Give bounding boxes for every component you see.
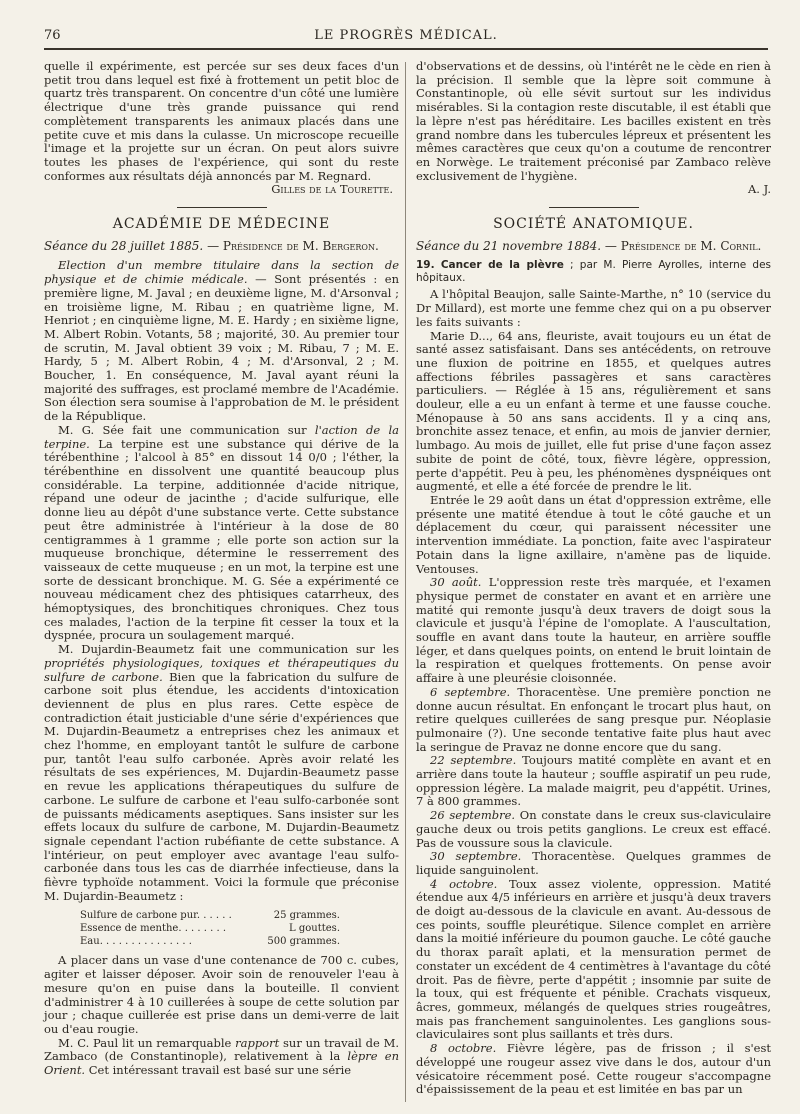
election-paragraph	[44, 259, 399, 423]
signature-aj-line	[416, 183, 771, 197]
case-number: 19.	[416, 259, 435, 272]
election-title: Election d'un membre titulaire dans la section de physique et de chimie médicale.	[44, 258, 399, 287]
formula-item: Eau. . . . . . . . . . . . . . .	[80, 936, 192, 948]
intro-paragraph: quelle il expérimente, est percée sur ses deux faces d'un petit trou dans lequel est fixé à frottement un petit bloc de quartz très transparent. On concentre d'un côté une lumière électrique d'une très grande puissance qui rend complètement transparents les animaux placés dans une petite cuve et mis dans la culasse. Un microscope recueille l'image et la projette sur un écran. On peut alors suivre toutes les phases de l'expérience, qui sont du reste conformes aux résultats déjà annoncés par M. Regnard.	[44, 59, 399, 183]
dujardin-lead: M. Dujardin-Beaumetz fait une communication sur les	[58, 642, 399, 657]
page-number: 76	[44, 28, 61, 43]
continued-paragraph	[416, 60, 771, 183]
formula-row	[80, 935, 340, 948]
dated-entry	[416, 878, 771, 1042]
formula-table	[80, 909, 340, 948]
left-column	[44, 60, 399, 1078]
section-divider	[177, 207, 267, 208]
dated-entry	[416, 1042, 771, 1097]
section-title-academie: ACADÉMIE DE MÉDECINE	[112, 216, 331, 233]
seance-presidence: — Présidence de M. Cornil.	[604, 238, 762, 253]
seance-presidence: — Présidence de M. Bergeron.	[207, 238, 379, 253]
case-paragraph: A l'hôpital Beaujon, salle Sainte-Marthe, n° 10 (service du Dr Millard), est morte une femme chez qui on a pu observer les faits suivants :	[416, 287, 771, 329]
case-paragraph: Marie D..., 64 ans, fleuriste, avait toujours eu un état de santé assez satisfaisant. Dans ses antécédents, on retrouve une fluxion de poitrine en 1855, et quelques autres affections fébriles passagères et sans caractères particuliers. — Réglée à 15 ans, régulièrement et sans douleur, elle a eu un enfant à terme et une fausse couche. Ménopause à 50 ans sans accidents. Il y a cinq ans, bronchite assez tenace, et enfin, au mois de janvier dernier, lumbago. Au mois de juillet, elle fut prise d'une façon assez subite de point de côté, toux, fièvre légère, oppression, perte d'appétit. Peu à peu, les phénomènes dyspnéiques ont augmenté, et elle a été forcée de prendre le lit.	[416, 328, 771, 494]
formula-row	[80, 922, 340, 935]
entry-text: Thoracentèse. Quelques grammes de liquide sanguinolent.	[416, 849, 772, 877]
formula-qty: 500 grammes.	[267, 936, 340, 948]
formula-qty: 25 grammes.	[273, 910, 340, 922]
column-divider	[405, 62, 406, 1102]
formula-item: Essence de menthe. . . . . . . .	[80, 923, 227, 935]
entry-text: Fièvre légère, pas de frisson ; il s'est développé une rougeur assez vive dans le dos, autour d'un vésicatoire récemment posé. Cette rougeur s'accompagne d'épaississement de la peau et est limitée en bas par un	[416, 1041, 772, 1097]
dated-entry	[416, 686, 771, 755]
section-divider	[549, 207, 639, 208]
page-header	[44, 26, 768, 50]
entry-date: 30 août.	[430, 575, 482, 590]
see-topic: l'action de la terpine.	[44, 422, 399, 451]
seance-line-societe	[416, 240, 771, 254]
entry-text: L'oppression reste très marquée, et l'examen physique permet de constater en avant et en arrière une matité qui remonte jusqu'à deux travers de doigt sous la clavicule et jusqu'à l'épine de l'omoplate. A l'auscultation, souffle en avant dans toute la hauteur, en arrière souffle léger, et dans quelques points, on entend le bruit lointain de la respiration et quelques frottements. On pense avoir affaire à une pleurésie cloisonnée.	[416, 575, 771, 686]
paul-topic: lèpre en Orient.	[44, 1049, 399, 1078]
case-author: ; par M. Pierre Ayrolles, interne des hôpitaux.	[416, 259, 771, 284]
formula-row	[80, 909, 340, 922]
entry-date: 6 septembre.	[430, 684, 511, 699]
entry-date: 8 octobre.	[430, 1041, 497, 1056]
seance-prefix: Séance du	[416, 238, 480, 253]
dated-entry	[416, 809, 771, 850]
paul-lead: M. C. Paul lit un remarquable	[58, 1035, 232, 1050]
seance-line-academie	[44, 240, 399, 254]
dujardin-topic: propriétés physiologiques, toxiques et thérapeutiques du sulfure de carbone.	[44, 655, 399, 684]
running-title: LE PROGRÈS MÉDICAL.	[314, 28, 498, 43]
seance-prefix: Séance du	[44, 238, 108, 253]
dated-entry	[416, 850, 771, 877]
see-text: La terpine est une substance qui dérive de la térébenthine ; l'alcool à 85° en dissout 14 0/0 ; l'éther, la térébenthine en dissolvent une quantité beaucoup plus considérable. La terpine, additionnée d'acide nitrique, répand une odeur de jacinthe ; d'acide sulfurique, elle donne lieu au dépôt d'une substance verte. Cette substance peut être administrée à l'intérieur à la dose de 80 centigrammes à 1 gramme ; elle porte son action sur la muqueuse bronchique, détermine le resserrement des vaisseaux de cette muqueuse ; en un mot, la terpine est une sorte de dessicant bronchique. M. G. Sée a expérimenté ce nouveau médicament chez des phtisiques catarrheux, des hémoptysiques, des bronchitiques chroniques. Chez tous ces malades, l'action de la terpine fit cesser la toux et la dyspnée, procura un soulagement marqué.	[44, 436, 400, 643]
entry-date: 30 septembre.	[430, 849, 522, 864]
dated-entry	[416, 576, 771, 686]
entry-text: Toujours matité complète en avant et en arrière dans toute la hauteur ; souffle aspiratif un peu rude, oppression légère. La malade maigrit, peu d'appétit. Urines, 7 à 800 grammes.	[416, 753, 771, 809]
formula-item: Sulfure de carbone pur. . . . . .	[80, 910, 232, 922]
entry-text: Toux assez violente, oppression. Matité étendue aux 4/5 inférieurs en arrière et jusqu'à deux travers de doigt au-dessous de la clavicule en avant. Au-dessous de ces points, souffle pleurétique. Silence complet en arrière dans la moitié inférieure du poumon gauche. Le côté gauche du thorax paraît aplati, et la mensuration permet de constater un excédent de 4 centimètres à l'avantage du côté droit. Pas de fièvre, perte d'appétit ; insomnie par suite de la toux, qui est fréquente et pénible. Crachats visqueux, âcres, gommeux, mélangés de quelques stries rougeâtres, mais pas franchement sanguinolentes. Les ganglions sous-claviculaires sont plus saillants et très durs.	[416, 876, 771, 1042]
case-title-line	[416, 259, 771, 284]
section-title-societe: SOCIÉTÉ ANATOMIQUE.	[493, 216, 694, 233]
dujardin-paragraph	[44, 643, 399, 903]
case-title: Cancer de la plèvre	[440, 259, 564, 272]
see-paragraph	[44, 424, 399, 643]
seance-date: 21 novembre 1884.	[483, 238, 602, 253]
dated-entry	[416, 754, 771, 809]
paul-mid: sur un travail de M. Zambaco (de Constantinople), relativement à la	[44, 1035, 400, 1064]
dujardin-text: Bien que la fabrication du sulfure de carbone soit plus étendue, les accidents d'intoxication deviennent de plus en plus rares. Cette espèce de contradiction était justiciable d'une série d'expériences que M. Dujardin-Beaumetz a entreprises chez les animaux et chez l'homme, en employant tantôt le sulfure de carbone pur, tantôt l'eau sulfo carbonée. Après avoir relaté les résultats de ses expériences, M. Dujardin-Beaumetz passe en revue les applications thérapeutiques du sulfure de carbone. Le sulfure de carbone et l'eau sulfo-carbonée sont de puissants médicaments aseptiques. Sans insister sur les effets locaux du sulfure de carbone, M. Dujardin-Beaumetz signale cependant l'action rubéfiante de cette substance. A l'intérieur, on peut employer avec avantage l'eau sulfo-carbonée dans tous les cas de diarrhée infectieuse, dans la fièvre typhoïde notamment. Voici la formule que préconise M. Dujardin-Beaumetz :	[44, 669, 399, 903]
signature-gilles: Gilles de la Tourette.	[271, 182, 393, 197]
paul-rapport: rapport	[235, 1035, 280, 1050]
see-lead: M. G. Sée fait une communication sur	[58, 422, 307, 437]
formula-qty: L gouttes.	[289, 923, 340, 935]
seance-date: 28 juillet 1885.	[111, 238, 204, 253]
case-paragraph: Entrée le 29 août dans un état d'oppression extrême, elle présente une matité étendue à tout le côté gauche et un déplacement du cœur, qui paraissent nécessiter une intervention immédiate. La ponction, faite avec l'aspirateur Potain dans la ligne axillaire, n'amène pas de liquide. Ventouses.	[416, 492, 771, 576]
signature-aj: A. J.	[748, 182, 771, 197]
entry-date: 22 septembre.	[430, 753, 517, 768]
paul-text: Cet intéressant travail est basé sur une série	[88, 1063, 352, 1078]
entry-text: On constate dans le creux sus-claviculaire gauche deux ou trois petits ganglions. Le creux est effacé. Pas de voussure sous la clavicule.	[416, 808, 772, 850]
continued-text: d'observations et de dessins, où l'intérêt ne le cède en rien à la précision. Il semble que la lèpre soit commune à Constantinople, où elle sévit surtout sur les individus misérables. Si la contagion reste discutable, il est établi que la lèpre n'est pas héréditaire. Les bacilles existent en très grand nombre dans les tubercules lépreux et présentent les mêmes caractères que ceux qu'on a coutume de rencontrer en Norwège. Le traitement préconisé par Zambaco relève exclusivement de l'hygiène.	[416, 59, 771, 183]
election-text: — Sont présentés : en première ligne, M. Javal ; en deuxième ligne, M. d'Arsonval ; en troisième ligne, M. Ribau ; en quatrième ligne, M. Henriot ; en cinquième ligne, M. E. Hardy ; en sixième ligne, M. Albert Robin. Votants, 58 ; majorité, 30. Au premier tour de scrutin, M. Javal obtient 39 voix ; M. Ribau, 7 ; M. E. Hardy, 5 ; M. Albert Robin, 4 ; M. d'Arsonval, 2 ; M. Boucher, 1. En conséquence, M. Javal ayant réuni la majorité des suffrages, est proclamé membre de l'Académie. Son élection sera soumise à l'approbation de M. le président de la République.	[44, 272, 400, 424]
entry-date: 26 septembre.	[430, 808, 516, 823]
right-column	[416, 60, 771, 1097]
paul-paragraph	[44, 1037, 399, 1078]
entry-date: 4 octobre.	[430, 876, 498, 891]
formula-instructions: A placer dans un vase d'une contenance de 700 c. cubes, agiter et laisser déposer. Avoir soin de renouveler l'eau à mesure qu'on en puise dans la bouteille. Il convient d'administrer 4 à 10 cuillerées à soupe de cette solution par jour ; chaque cuillerée est prise dans un demi-verre de lait ou d'eau rougie.	[44, 953, 399, 1036]
entry-text: Thoracentèse. Une première ponction ne donne aucun résultat. En enfonçant le trocart plus haut, on retire quelques cuillerées de sang presque pur. Néoplasie pulmonaire (?). Une seconde tentative faite plus haut avec la seringue de Pravaz ne donne encore que du sang.	[416, 684, 772, 754]
